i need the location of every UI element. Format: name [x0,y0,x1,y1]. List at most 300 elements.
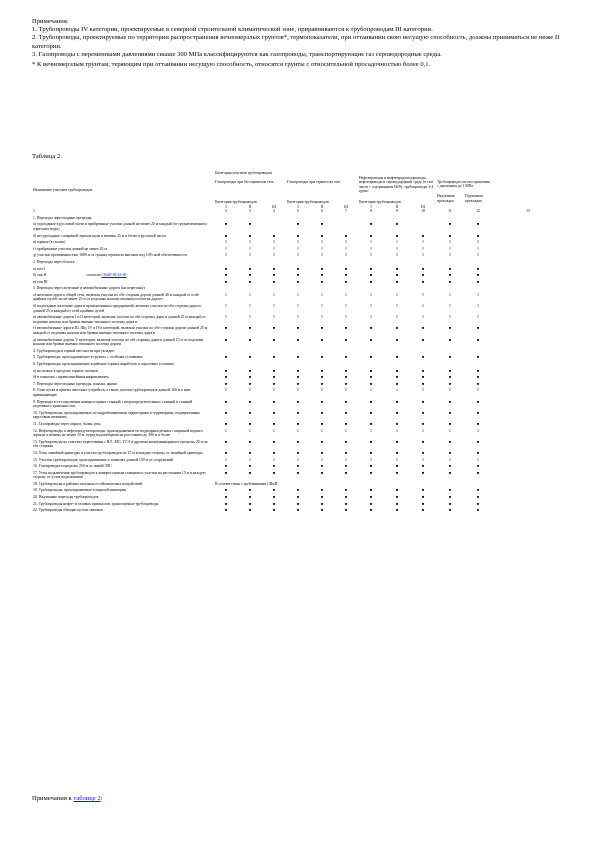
row-label: в) автомобильные дороги I и II категорий, включая участки по обе стороны дороги длиной 25 м каждый от подошвы насыпи или бровки выемки земляного полотна дороги [33,315,206,324]
category-cell: ■ [448,279,452,284]
category-cell: I [449,246,451,251]
column-number: 7 [345,209,347,214]
category-cell: ■ [272,355,276,360]
category-cell: ■ [395,381,399,386]
category-cell [214,284,238,291]
category-cell [436,258,464,265]
category-cell: I [449,388,451,393]
category-cell: ■ [395,337,399,342]
category-cell: ■ [421,450,425,455]
category-cell: ■ [369,375,373,380]
category-cell: I [249,428,251,433]
category-cell: I [422,304,424,309]
category-cell: ■ [224,495,228,500]
category-cell: I [321,388,323,393]
table-row [32,251,564,258]
category-cell: ■ [448,233,452,238]
category-cell [464,258,492,265]
category-cell: ■ [344,279,348,284]
category-cell: ■ [272,508,276,513]
category-cell: ■ [395,470,399,475]
category-cell: ■ [224,399,228,404]
category-cell: ■ [248,464,252,469]
category-cell: ■ [369,279,373,284]
category-cell: ■ [248,495,252,500]
row-label: 9. Переходы в от сооружения компрессорных станций, газораспределительных станций и станций подземного хранения газа [33,399,193,409]
category-cell: I [422,388,424,393]
category-cell: ■ [369,495,373,500]
category-cell: ■ [476,375,480,380]
category-cell: I [422,428,424,433]
category-cell: ■ [296,222,300,227]
notes-heading: Примечания. [32,18,69,25]
category-cell: ■ [272,495,276,500]
category-cell [436,360,464,367]
category-cell [334,347,358,354]
category-cell: ■ [320,233,324,238]
category-cell: ■ [224,222,228,227]
category-cell: ■ [448,326,452,331]
category-cell [334,360,358,367]
row-span-note: В соответствии с требованиями СНиП [215,481,278,486]
category-cell: I [422,292,424,297]
row-label: 14. Узлы линейной арматуры и участки трубопроводов по 15 м в каждую сторону от линейной арматуры [33,450,203,455]
category-cell: ■ [296,266,300,271]
category-cell: ■ [296,399,300,404]
category-cell: ■ [395,501,399,506]
category-cell: ■ [296,421,300,426]
category-cell: I [321,457,323,462]
category-cell: ■ [369,368,373,373]
category-cell [410,347,436,354]
category-cell: ■ [395,375,399,380]
category-cell: ■ [476,450,480,455]
category-cell: ■ [320,488,324,493]
category-cell: I [477,315,479,320]
row-label: 3. Переходы через железные и автомобильные дороги (на перегонах): [33,286,146,291]
category-cell [384,284,410,291]
table-row [32,265,564,272]
category-cell: I [225,428,227,433]
category-cell: ■ [224,450,228,455]
category-label: I [225,204,227,209]
category-cell: ■ [476,421,480,426]
table-row [32,271,564,278]
category-cell: I [396,388,398,393]
table-row [32,258,564,265]
row-label: 16. Газопроводы в пределах 250 м от линий ЭЛС [33,464,112,469]
category-cell: I [396,240,398,245]
header-sub: Категория трубопроводов [359,199,401,204]
category-cell: ■ [320,470,324,475]
category-cell: ■ [320,399,324,404]
category-cell [410,258,436,265]
category-cell: ■ [395,368,399,373]
category-cell: ■ [320,381,324,386]
category-cell: ■ [448,222,452,227]
category-cell: ■ [395,439,399,444]
row-label: г) прибрежные участки длиной не менее 25 м [33,246,107,251]
category-cell: ■ [320,439,324,444]
table-row [32,284,564,291]
category-cell: ■ [320,266,324,271]
category-cell: ■ [395,279,399,284]
category-cell: ■ [476,279,480,284]
category-cell: ■ [448,368,452,373]
category-cell: ■ [421,439,425,444]
category-cell: ■ [272,488,276,493]
category-cell: ■ [248,501,252,506]
category-cell [464,214,492,221]
category-cell: ■ [476,337,480,342]
row-label: 1. Переходы через водные преграды: [33,215,93,220]
row-label: а) тип I [33,266,45,271]
category-label: II [320,204,324,209]
category-cell [384,360,410,367]
category-cell: ■ [320,450,324,455]
category-cell: I [297,315,299,320]
category-cell [384,347,410,354]
category-cell: I [321,315,323,320]
category-cell: I [297,292,299,297]
table-row [32,367,564,374]
row-label: 5. Трубопроводы, прокладываемые в грунтах с особыми условиями [33,355,143,360]
category-cell: ■ [224,421,228,426]
notes-block [32,18,562,69]
category-cell: ■ [369,410,373,415]
category-cell: I [273,246,275,251]
category-cell: I [225,388,227,393]
table-row [32,438,564,449]
category-cell [436,347,464,354]
category-cell: ■ [248,355,252,360]
category-cell: ■ [395,266,399,271]
category-cell: ■ [476,470,480,475]
table-row [32,360,564,367]
category-cell [334,220,358,231]
category-cell [310,347,334,354]
category-label: III [421,204,425,209]
category-cell: ■ [369,222,373,227]
category-cell: I [396,304,398,309]
category-cell: I [273,428,275,433]
category-cell: ■ [344,488,348,493]
category-cell: ■ [272,410,276,415]
category-cell: ■ [272,273,276,278]
category-cell: I [396,428,398,433]
category-cell: ■ [476,381,480,386]
category-cell: I [396,292,398,297]
table-row [32,353,564,360]
category-cell: I [449,253,451,258]
category-cell [262,214,286,221]
category-cell [358,258,384,265]
category-cell: I [321,428,323,433]
category-cell: ■ [320,410,324,415]
category-cell: I [345,315,347,320]
row-label: 7. Переходы через водные преграды, каналы, арыки [33,381,117,386]
header-group: Категория участков трубопроводов [215,171,272,175]
category-cell: ■ [421,399,425,404]
category-cell: ■ [272,470,276,475]
category-cell: I [321,292,323,297]
table-caption: Таблица 2. [32,153,62,160]
category-cell: ■ [296,501,300,506]
category-cell: ■ [476,355,480,360]
category-cell: ■ [476,488,480,493]
category-cell: I [249,240,251,245]
category-cell: I [449,457,451,462]
category-cell: ■ [224,375,228,380]
category-cell: ■ [296,368,300,373]
category-cell: ■ [421,233,425,238]
category-cell: ■ [421,337,425,342]
table-row [32,324,564,335]
category-cell: ■ [476,273,480,278]
category-label: I [370,204,372,209]
category-cell: ■ [320,273,324,278]
category-cell: ■ [448,488,452,493]
category-cell: ■ [296,508,300,513]
category-cell: ■ [320,375,324,380]
category-cell: I [297,457,299,462]
column-number: 5 [297,209,299,214]
category-cell: ■ [272,375,276,380]
row-label: 17. Узлы подключения трубопроводов к компрессорным станциям и участки на расстоянии 15 м в каждую сторону от узлов подключения [33,470,206,480]
category-cell: ■ [320,326,324,331]
header-sub: Категория трубопроводов [287,199,329,204]
category-cell: ■ [344,233,348,238]
category-cell: ■ [248,368,252,373]
category-cell: ■ [296,381,300,386]
category-cell: ■ [344,368,348,373]
category-cell: I [297,240,299,245]
category-cell: I [297,388,299,393]
table-row [32,493,564,500]
category-cell: I [370,292,372,297]
category-cell: I [345,253,347,258]
category-cell: ■ [421,279,425,284]
category-cell: ■ [320,421,324,426]
category-cell: ■ [448,375,452,380]
category-cell: ■ [369,233,373,238]
category-cell: ■ [248,337,252,342]
category-cell: I [297,428,299,433]
category-cell [238,347,262,354]
category-cell [334,214,358,221]
category-cell: ■ [272,464,276,469]
category-cell [436,284,464,291]
note-item: 3. Газопроводы с переменными давлениями свыше 300 МПа классифицируются как газопроводы, транспортирующие газ сероводородные среды. [32,50,442,58]
header-sub: Категория трубопроводов [215,199,257,204]
table-row [32,427,564,438]
row-label: 4. Трубопроводы в горной местности при укладке: [33,348,115,353]
table-row [32,302,564,313]
category-cell: I [422,315,424,320]
category-cell: I [477,304,479,309]
category-cell: ■ [448,266,452,271]
snip-link[interactable]: СНиП III-42-80 [101,273,127,278]
category-cell: ■ [421,266,425,271]
table-2-link[interactable]: таблице 2 [73,795,101,802]
category-cell: ■ [369,439,373,444]
category-cell: ■ [344,501,348,506]
category-cell: ■ [248,421,252,426]
category-cell [286,347,310,354]
category-cell [358,360,384,367]
category-cell: ■ [369,273,373,278]
row-label: 15. Участки трубопроводов, прокладываемые в тоннелях длиной 150 м от сооружений [33,457,173,462]
category-cell [286,284,310,291]
row-label: б) в тоннелях с прямолинейным направлением [33,375,109,380]
category-cell: ■ [272,233,276,238]
category-cell: I [273,315,275,320]
table-row [32,486,564,493]
category-label: III [344,204,348,209]
category-cell [358,214,384,221]
category-cell: ■ [395,488,399,493]
table-row [32,347,564,354]
category-cell: ■ [448,355,452,360]
category-cell: ■ [476,508,480,513]
row-label: в) горные (в скалах) [33,240,66,245]
category-cell [238,258,262,265]
category-cell: ■ [369,381,373,386]
category-cell: I [396,246,398,251]
category-cell: ■ [272,439,276,444]
row-label: 18. Трубопроводы в районах шахтных и сейсмических воздействий [33,481,143,486]
category-cell [464,284,492,291]
category-cell: I [321,246,323,251]
category-cell: ■ [320,501,324,506]
category-cell: ■ [296,439,300,444]
category-cell: I [225,315,227,320]
category-cell: ■ [448,381,452,386]
category-cell: ■ [369,450,373,455]
category-cell [384,258,410,265]
category-cell: I [396,457,398,462]
category-cell: ■ [224,488,228,493]
category-cell [262,347,286,354]
category-cell: I [396,315,398,320]
category-cell [310,284,334,291]
category-cell [286,258,310,265]
category-cell: I [422,457,424,462]
category-cell: I [370,253,372,258]
column-number: 1 [33,209,35,214]
category-cell [310,258,334,265]
category-cell: ■ [224,368,228,373]
category-cell: ■ [272,266,276,271]
category-cell: ■ [369,421,373,426]
category-cell: ■ [344,439,348,444]
category-cell: ■ [344,399,348,404]
category-cell [262,220,286,231]
category-cell [214,214,238,221]
note-item: * К вечномерзлым грунтам, теряющим при оттаивании несущую способность, относятся грунты с относительной просадочностью более 0,1. [32,61,431,69]
category-cell: ■ [248,279,252,284]
category-cell: ■ [296,337,300,342]
row-label: б) подъездные железные дороги промышленных предприятий, включая участки по обе стороны дороги длиной 25 м каждый от осей крайних путей [33,304,201,313]
category-cell: ■ [224,470,228,475]
category-cell: I [321,240,323,245]
category-cell: ■ [344,266,348,271]
header-gas-sweet: Газопроводы при бессернистом газе [215,179,274,184]
category-cell: ■ [344,381,348,386]
table-row [32,245,564,252]
row-label: а) железные дороги общей сети, включая участки по обе стороны дороги длиной 40 м каждый от осей крайних путей, но не менее 25 м от подошвы насыпи земляного полотна дороги [33,292,199,302]
category-cell [262,360,286,367]
note-item: 2. Трубопроводы, проектируемые по территории распространения вечномерзлых грунтов*, термопоказатели, при оттаивании свою несущую способность, должны приниматься не ниже II категории. [32,34,560,50]
category-cell: ■ [421,410,425,415]
table-row [32,409,564,420]
category-cell: ■ [224,464,228,469]
category-cell: ■ [320,355,324,360]
category-cell: I [345,240,347,245]
category-cell [262,258,286,265]
column-number: 2 [225,209,227,214]
category-cell [436,214,464,221]
category-cell: ■ [296,464,300,469]
category-cell: ■ [421,375,425,380]
table-row [32,336,564,347]
category-cell: ■ [448,337,452,342]
header-sub-above: Надземная прокладка [437,193,455,203]
category-cell [214,258,238,265]
category-cell: I [449,240,451,245]
row-label: 21. Трубопроводы нефте- и газовых промыслов, транспортные трубопроводы [33,501,159,506]
category-cell: ■ [224,233,228,238]
category-cell: ■ [320,279,324,284]
category-cell: ■ [248,273,252,278]
category-cell: ■ [395,222,399,227]
category-cell: I [225,240,227,245]
category-cell: I [449,292,451,297]
category-cell: I [249,388,251,393]
category-cell: I [345,292,347,297]
category-cell: ■ [448,410,452,415]
category-cell [358,284,384,291]
category-cell: ■ [448,470,452,475]
category-cell: ■ [421,508,425,513]
category-cell: I [422,253,424,258]
category-cell: ■ [476,410,480,415]
table-row [32,462,564,469]
table-row [32,313,564,324]
category-cell: ■ [248,233,252,238]
category-cell: I [225,304,227,309]
category-cell: ■ [448,273,452,278]
category-cell: ■ [224,273,228,278]
table-row [32,386,564,397]
table-row [32,449,564,456]
category-cell: ■ [476,368,480,373]
category-cell: ■ [421,495,425,500]
category-cell [310,214,334,221]
category-cell: I [225,253,227,258]
category-cell [238,284,262,291]
category-cell: ■ [448,501,452,506]
category-cell [238,360,262,367]
row-label: 13. Трубопроводы на участках пересечения с ВЛ, ЭЛС, ГСЭ и другими коммуникациями в пределах 20 м по обе стороны [33,439,208,449]
column-number: 12 [476,209,480,214]
category-cell: ■ [476,233,480,238]
category-cell [214,347,238,354]
header-sub-below: Подземная прокладка [465,193,483,203]
category-cell: ■ [320,337,324,342]
category-cell: I [249,246,251,251]
category-cell: I [370,240,372,245]
